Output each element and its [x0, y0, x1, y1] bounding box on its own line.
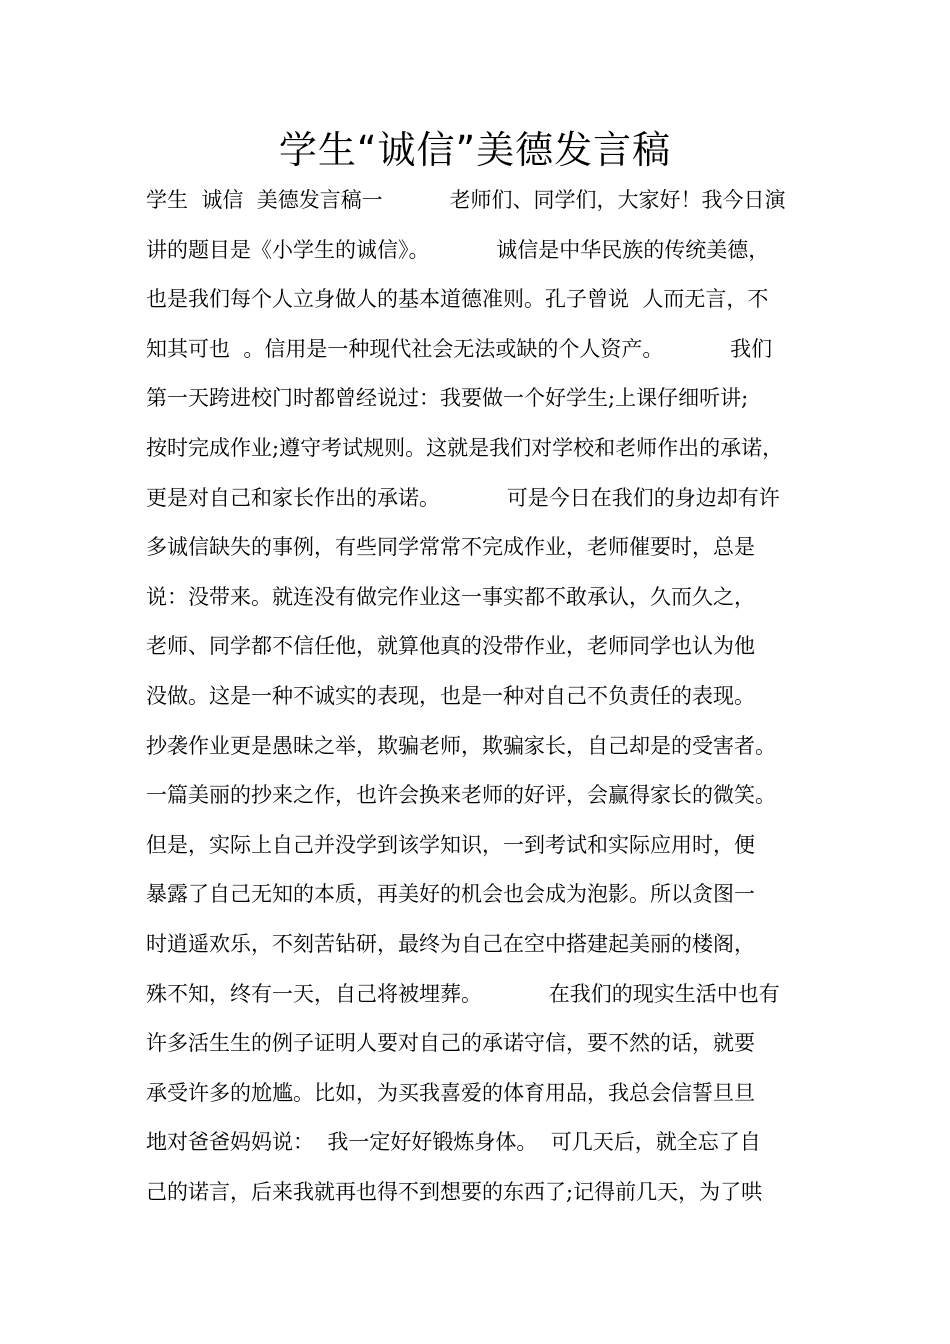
- body-line: 殊不知，终有一天，自己将被埋葬。 在我们的现实生活中也有: [146, 981, 780, 1006]
- document-title: 学生“诚信”美德发言稿: [278, 128, 672, 172]
- document-body: [146, 182, 826, 1223]
- body-line: 老师、同学都不信任他，就算他真的没带作业，老师同学也认为他: [146, 634, 755, 659]
- body-line: 学生 诚信 美德发言稿一 老师们、同学们，大家好！我今日演: [146, 188, 786, 212]
- body-line: 讲的题目是《小学生的诚信》。 诚信是中华民族的传统美德，: [146, 237, 770, 262]
- body-line: 多诚信缺失的事例，有些同学常常不完成作业，老师催要时，总是: [146, 535, 755, 560]
- body-line: 也是我们每个人立身做人的基本道德准则。孔子曾说 人而无言，不: [146, 287, 769, 312]
- body-line: 时逍遥欢乐，不刻苦钻研，最终为自己在空中搭建起美丽的楼阁，: [146, 931, 755, 956]
- body-line: 许多活生生的例子证明人要对自己的承诺守信，要不然的话，就要: [146, 1031, 755, 1056]
- body-line: 说：没带来。就连没有做完作业这一事实都不敢承认，久而久之，: [146, 584, 755, 609]
- body-line: 承受许多的尬尴。比如，为买我喜爱的体育用品，我总会信誓旦旦: [146, 1080, 755, 1105]
- body-line: 按时完成作业;遵守考试规则。这就是我们对学校和老师作出的承诺，: [146, 435, 784, 460]
- body-line: 更是对自己和家长作出的承诺。 可是今日在我们的身边却有许: [146, 485, 780, 510]
- body-line: 知其可也 。信用是一种现代社会无法或缺的个人资产。 我们: [146, 336, 773, 361]
- body-line: 没做。这是一种不诚实的表现，也是一种对自己不负责任的表现。: [146, 683, 755, 708]
- body-line: 己的诺言，后来我就再也得不到想要的东西了;记得前几天，为了哄: [146, 1179, 763, 1204]
- body-line: 暴露了自己无知的本质，再美好的机会也会成为泡影。所以贪图一: [146, 882, 755, 907]
- body-line: 第一天跨进校门时都曾经说过：我要做一个好学生;上课仔细听讲;: [146, 386, 749, 411]
- body-line: 但是，实际上自己并没学到该学知识，一到考试和实际应用时，便: [146, 832, 755, 857]
- body-line: 抄袭作业更是愚昧之举，欺骗老师，欺骗家长，自己却是的受害者。: [146, 733, 776, 758]
- body-line: 一篇美丽的抄来之作，也许会换来老师的好评，会赢得家长的微笑。: [146, 783, 776, 808]
- body-line: 地对爸爸妈妈说： 我一定好好锻炼身体。 可几天后，就全忘了自: [146, 1130, 761, 1155]
